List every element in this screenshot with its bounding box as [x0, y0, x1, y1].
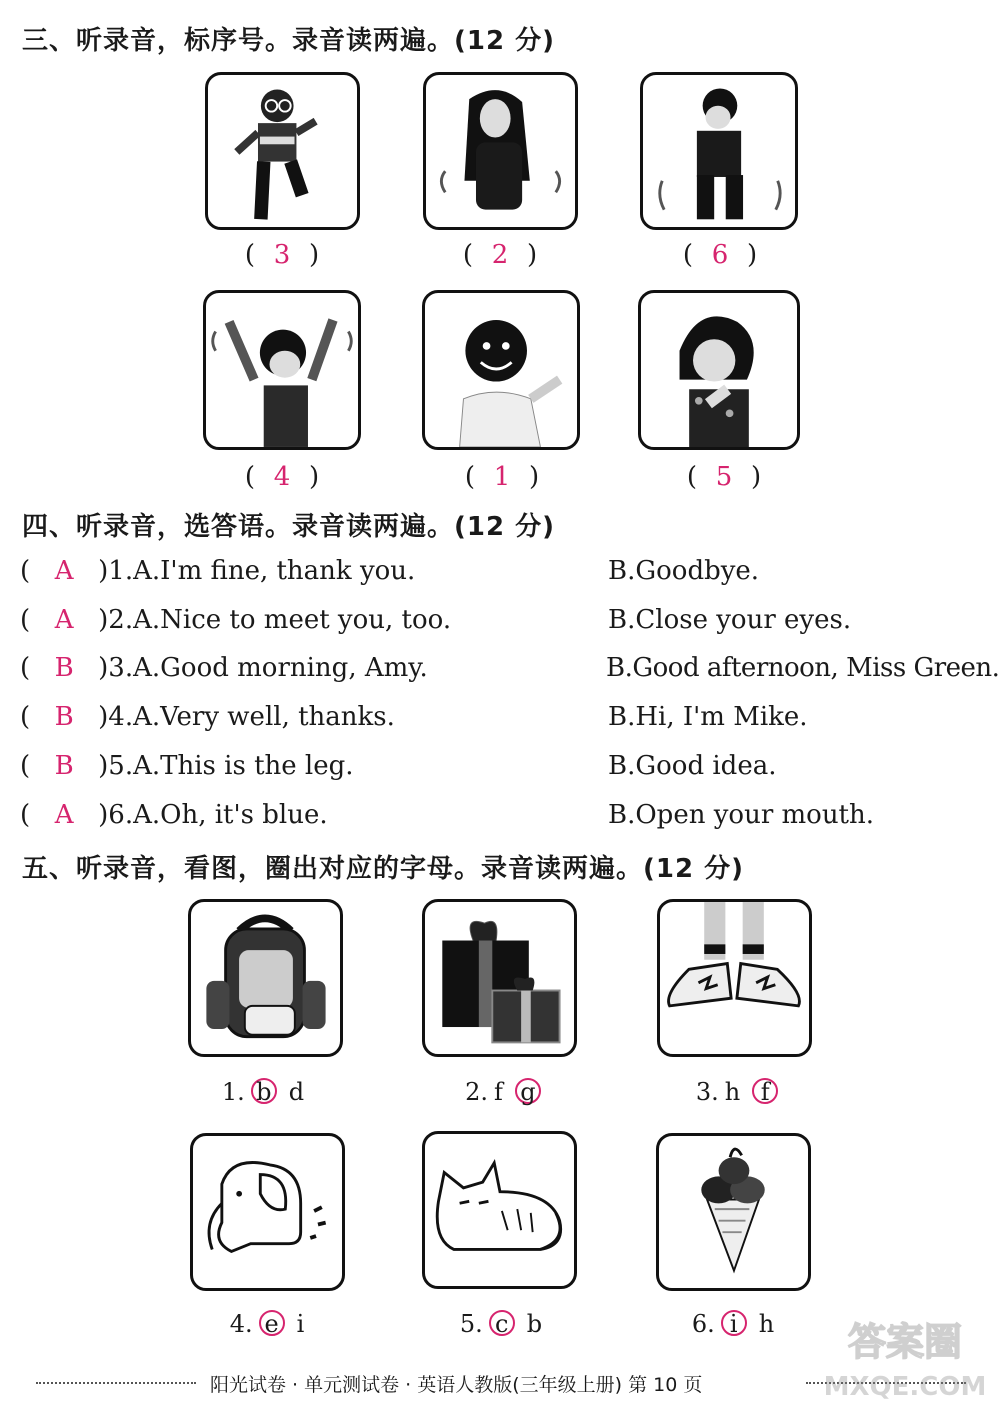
question-row-5: ( B )5.A.This is the leg.	[20, 751, 354, 781]
letter-6-second: h	[758, 1310, 775, 1338]
watermark-url: MXQE.COM	[823, 1372, 987, 1402]
section3-heading: 三、听录音，标序号。录音读两遍。(12 分)	[22, 26, 555, 56]
watermark-logo-icon	[820, 1310, 990, 1405]
option-b-3: B.Good afternoon, Miss Green.	[606, 653, 1000, 683]
option-a-2: )2.A.Nice to meet you, too.	[98, 605, 452, 635]
answer-paren-3: ( 6 )	[682, 240, 758, 270]
answer-6: 5	[715, 462, 733, 492]
option-b-2: B.Close your eyes.	[608, 605, 852, 635]
letter-4-first: e	[259, 1310, 285, 1336]
smiling-boy-icon	[422, 290, 580, 450]
item-number-5: 5.	[459, 1310, 483, 1338]
option-a-4: )4.A.Very well, thanks.	[98, 702, 395, 732]
question-row-6: ( A )6.A.Oh, it's blue.	[20, 800, 328, 830]
option-b-4: B.Hi, I'm Mike.	[608, 702, 808, 732]
letter-choice-2	[426, 1078, 586, 1106]
boy-waving-icon	[640, 72, 798, 230]
letter-3-second: f	[752, 1078, 778, 1104]
sneakers-icon	[657, 899, 812, 1057]
option-a-1: )1.A.I'm fine, thank you.	[98, 556, 416, 586]
question-answer-4: B	[54, 702, 74, 732]
watermark-text: 答案圈	[847, 1320, 963, 1364]
gift-boxes-icon	[422, 899, 577, 1057]
footer-text: 阳光试卷 · 单元测试卷 · 英语人教版(三年级上册) 第 10 页	[210, 1374, 703, 1396]
letter-choice-5	[424, 1310, 584, 1338]
letter-choice-3	[660, 1078, 820, 1106]
letter-2-second: g	[515, 1078, 541, 1104]
option-b-1: B.Goodbye.	[608, 556, 760, 586]
question-row-4: ( B )4.A.Very well, thanks.	[20, 702, 395, 732]
letter-5-first: c	[489, 1310, 515, 1336]
letter-1-first: b	[251, 1078, 277, 1104]
item-number-3: 3.	[695, 1078, 719, 1106]
answer-2: 2	[491, 240, 509, 270]
ice-cream-icon	[656, 1133, 811, 1291]
letter-choice-4	[190, 1310, 350, 1338]
question-answer-6: A	[54, 800, 74, 830]
letter-choice-1	[186, 1078, 346, 1106]
answer-paren-4: ( 4 )	[244, 462, 320, 492]
answer-4: 4	[273, 462, 291, 492]
answer-paren-1: ( 3 )	[244, 240, 320, 270]
answer-1: 3	[273, 240, 291, 270]
letter-6-first: i	[721, 1310, 747, 1336]
answer-3: 6	[711, 240, 729, 270]
dancing-boy-icon	[205, 72, 360, 230]
question-answer-1: A	[54, 556, 74, 586]
answer-paren-6: ( 5 )	[686, 462, 762, 492]
question-row-3: ( B )3.A.Good morning, Amy.	[20, 653, 428, 683]
boy-raising-arms-icon	[203, 290, 361, 450]
item-number-4: 4.	[229, 1310, 253, 1338]
option-a-5: )5.A.This is the leg.	[98, 751, 354, 781]
cat-icon	[422, 1131, 577, 1289]
girl-clapping-icon	[638, 290, 800, 450]
option-a-3: )3.A.Good morning, Amy.	[98, 653, 428, 683]
question-answer-2: A	[54, 605, 74, 635]
elephant-icon	[190, 1133, 345, 1291]
option-a-6: )6.A.Oh, it's blue.	[98, 800, 328, 830]
section5-heading: 五、听录音，看图，圈出对应的字母。录音读两遍。(12 分)	[22, 854, 744, 884]
question-row-1: ( A )1.A.I'm fine, thank you.	[20, 556, 416, 586]
section4-heading: 四、听录音，选答语。录音读两遍。(12 分)	[22, 512, 555, 542]
question-row-2: ( A )2.A.Nice to meet you, too.	[20, 605, 452, 635]
answer-5: 1	[493, 462, 511, 492]
footer-dots-left	[36, 1382, 196, 1384]
answer-paren-2: ( 2 )	[462, 240, 538, 270]
girl-long-hair-icon	[423, 72, 578, 230]
option-b-6: B.Open your mouth.	[608, 800, 875, 830]
question-answer-5: B	[54, 751, 74, 781]
letter-1-second: d	[288, 1078, 305, 1106]
letter-3-first: h	[724, 1078, 741, 1106]
backpack-icon	[188, 899, 343, 1057]
item-number-2: 2.	[465, 1078, 488, 1106]
letter-5-second: b	[526, 1310, 543, 1338]
answer-paren-5: ( 1 )	[464, 462, 540, 492]
letter-4-second: i	[296, 1310, 305, 1338]
letter-2-first: f	[494, 1078, 503, 1106]
letter-choice-6	[656, 1310, 816, 1338]
item-number-1: 1.	[221, 1078, 245, 1106]
option-b-5: B.Good idea.	[608, 751, 777, 781]
question-answer-3: B	[54, 653, 74, 683]
item-number-6: 6.	[691, 1310, 715, 1338]
